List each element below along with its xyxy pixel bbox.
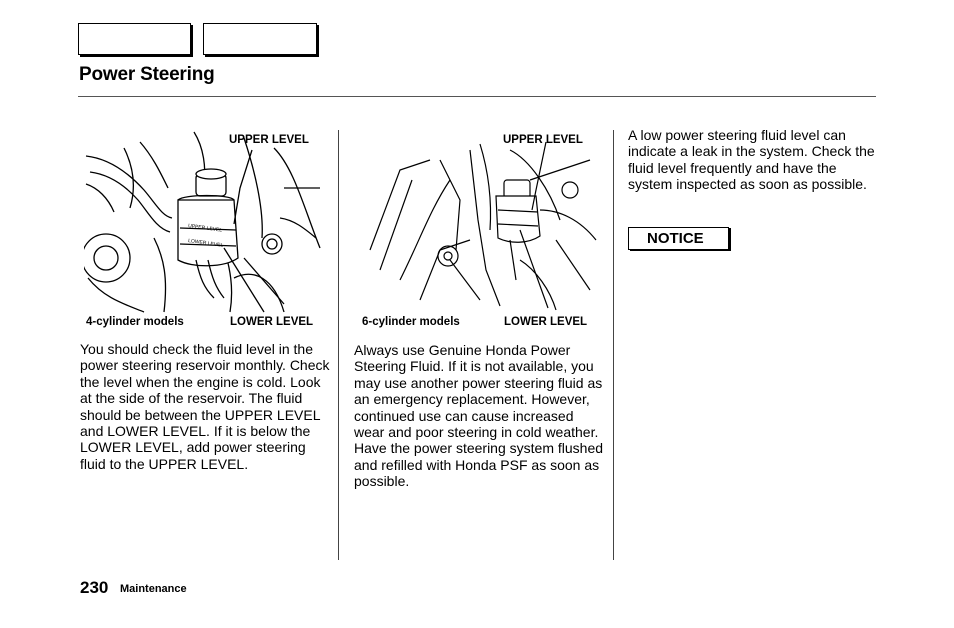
- header-tab-box-1: [78, 23, 191, 55]
- figure-6-cylinder-illustration: [360, 140, 600, 312]
- figure1-upper-level-label: UPPER LEVEL: [229, 134, 309, 146]
- figure2-lower-level-label: LOWER LEVEL: [504, 316, 588, 328]
- header-tab-box-2: [203, 23, 317, 55]
- reservoir-upper-marking: UPPER LEVEL: [187, 223, 223, 234]
- title-rule: [78, 96, 876, 97]
- column-divider-2: [613, 130, 614, 560]
- column2-paragraph: Always use Genuine Honda Power Steering Fluid. If it is not available, you may use another power steering fluid as an emergency replacement. However, continued use can cause increased wear and poor steering in cold weather. Have the power steering system flushed and refilled with Honda PSF as soon as possible.: [354, 342, 604, 490]
- column3-paragraph: A low power steering fluid level can indicate a leak in the system. Check the fluid level frequently and have the system inspected as soon as possible.: [628, 127, 875, 193]
- figure2-caption: 6-cylinder models: [362, 316, 460, 328]
- section-name: Maintenance: [120, 583, 187, 595]
- notice-box: [628, 227, 729, 250]
- figure-4-cylinder-illustration: [84, 128, 324, 314]
- notice-label: NOTICE: [647, 230, 704, 247]
- reservoir-lower-marking: LOWER LEVEL: [187, 238, 224, 249]
- figure2-upper-level-label: UPPER LEVEL: [503, 134, 583, 146]
- figure1-lower-level-label: LOWER LEVEL: [230, 316, 314, 328]
- page-title: Power Steering: [79, 64, 215, 85]
- column1-paragraph: You should check the fluid level in the power steering reservoir monthly. Check the level when the engine is cold. Look at the side of the reservoir. The fluid should be between the UPPER LEVEL and LOWER LEVEL. If it is below the LOWER LEVEL, add power steering fluid to the UPPER LEVEL.: [80, 341, 330, 472]
- page-number: 230: [80, 578, 109, 597]
- figure1-caption: 4-cylinder models: [86, 316, 184, 328]
- column-divider-1: [338, 130, 339, 560]
